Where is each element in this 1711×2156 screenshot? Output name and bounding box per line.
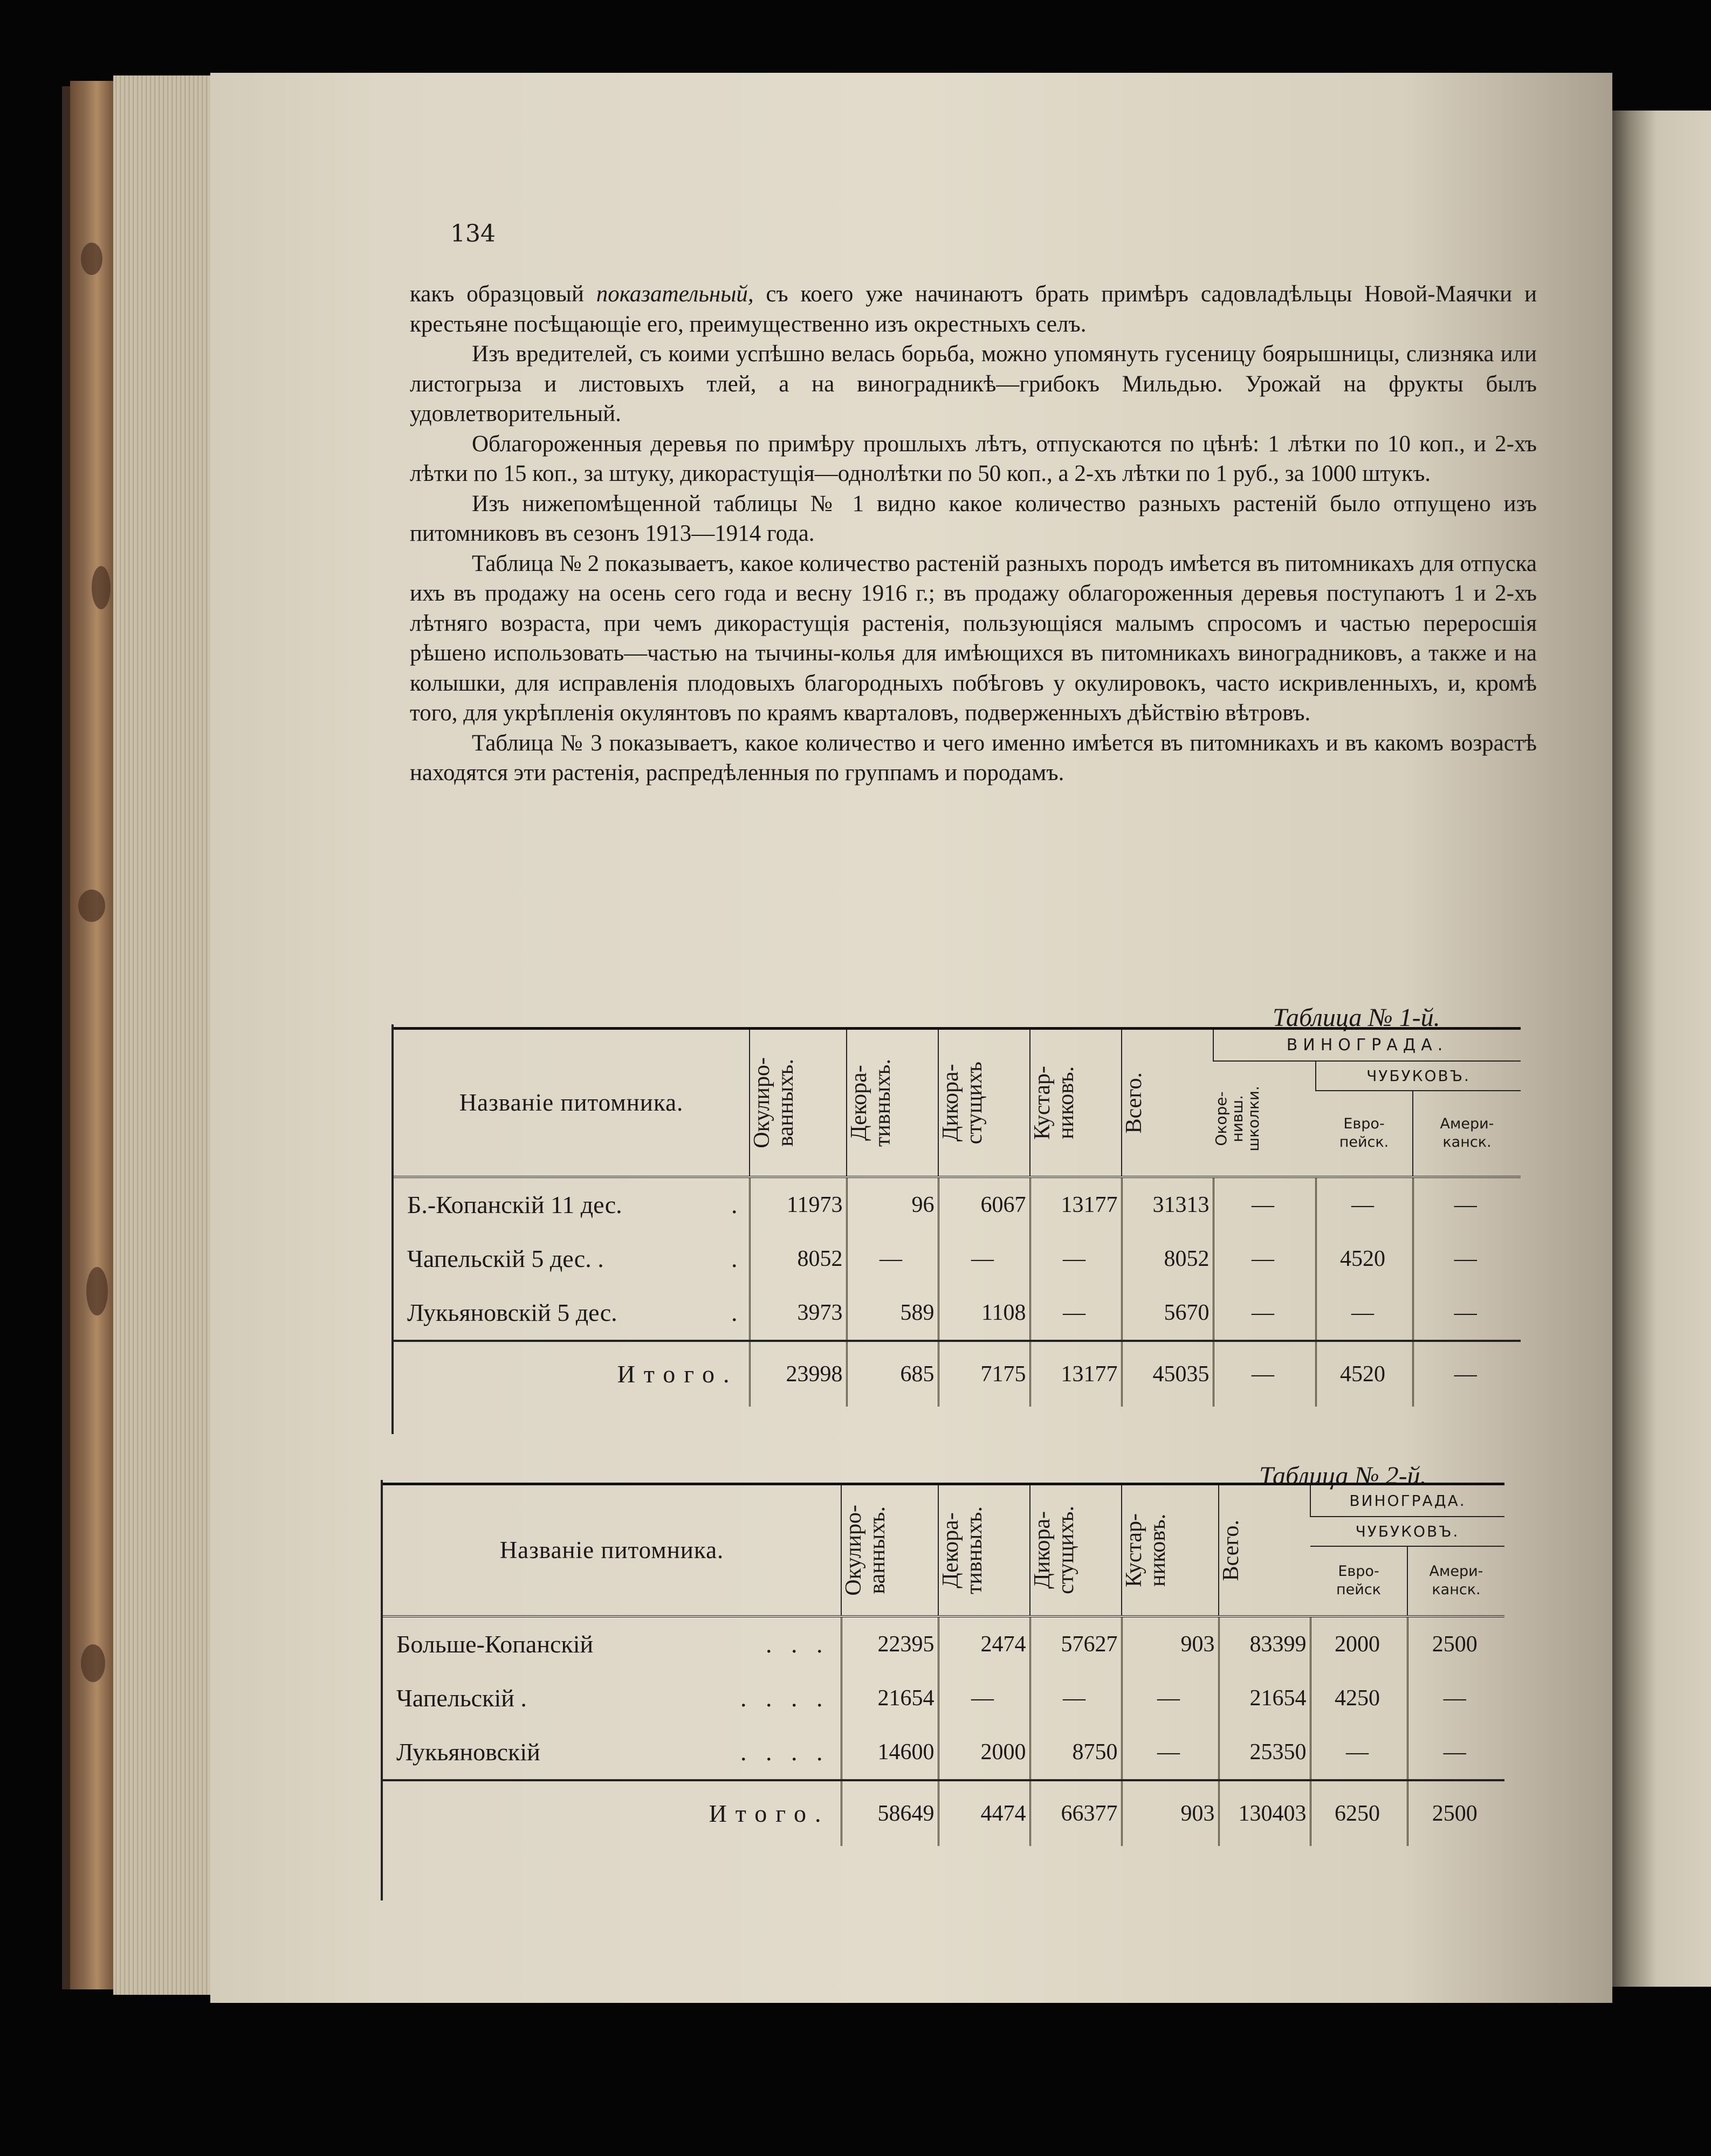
cell-amerikansk: — [1407, 1671, 1504, 1725]
total-vsego: 45035 [1122, 1341, 1213, 1407]
table-2-header-okulirovannyh: Окулиро- ванныхъ. [841, 1484, 938, 1616]
table-1-header-vsego: Всего. [1122, 1029, 1213, 1177]
table-2-header-vinograda: ВИНОГРАДА. [1310, 1484, 1504, 1517]
table-1-header-evropeisk: Евро- пейск. [1316, 1091, 1413, 1177]
total-evropeisk: 6250 [1310, 1780, 1407, 1846]
table-2-caption: Таблица № 2-й. [1259, 1462, 1427, 1490]
total-dikorastushchih: 7175 [938, 1341, 1030, 1407]
cell-kustarnikov: — [1122, 1725, 1219, 1780]
cell-vsego: 21654 [1219, 1671, 1310, 1725]
table-1-header-name: Названіе питомника. [394, 1029, 750, 1177]
cell-dekorativnyh: 2474 [938, 1616, 1030, 1671]
paragraph-5: Таблица № 2 показываетъ, какое количество растеній разныхъ породъ имѣется въ питомникахъ для отпуска ихъ въ продажу на осень сего года и весну 1916 г.; въ продажу облагороженныя деревья поступаютъ 1 и 2-хъ лѣтняго возраста, при чемъ дикорастущія растенія, пользующіяся малымъ спросомъ и частью переросшія рѣшено использовать—частью на тычины-колья для имѣющихся въ питомникахъ виноградниковъ, а также и на колышки, для исправленія плодовыхъ благородныхъ побѣговъ у окулировокъ, часто искривленныхъ, и, кромѣ того, для укрѣпленія окулянтовъ по краямъ кварталовъ, подверженныхъ дѣйствію вѣтровъ. [410, 550, 1537, 726]
cell-evropeisk: — [1310, 1725, 1407, 1780]
cell-vsego: 31313 [1122, 1177, 1213, 1232]
cell-dekorativnyh: — [938, 1671, 1030, 1725]
cell-vsego: 8052 [1122, 1232, 1213, 1286]
cell-amerikansk: — [1413, 1232, 1521, 1286]
total-label: Итого. [394, 1341, 750, 1407]
nursery-name: Чапельскій . . . . . [396, 1684, 829, 1712]
table-1-caption: Таблица № 1-й. [1273, 1003, 1440, 1032]
table-2-header-evropeisk: Евро- пейск [1310, 1546, 1407, 1616]
body-text [410, 279, 1537, 788]
nursery-name: Больше-Копанскій . . . [396, 1630, 829, 1658]
nursery-name: Б.-Копанскій 11 дес. . [407, 1191, 738, 1218]
cell-kustarnikov: 13177 [1030, 1177, 1122, 1232]
cell-amerikansk: — [1407, 1725, 1504, 1780]
cell-evropeisk: — [1316, 1286, 1413, 1341]
cell-kustarnikov: — [1122, 1671, 1219, 1725]
spine-stain [81, 1644, 105, 1682]
cell-amerikansk: 2500 [1407, 1616, 1504, 1671]
cell-dikorastushchih: — [938, 1232, 1030, 1286]
table-2-header-dikorastushchih: Дикора- стущихъ. [1030, 1484, 1122, 1616]
total-kustarnikov: 903 [1122, 1780, 1219, 1846]
paragraph-4: Изъ нижепомѣщенной таблицы № 1 видно какое количество разныхъ растеній было отпущено изъ питомниковъ въ сезонъ 1913—1914 года. [410, 491, 1537, 546]
cell-dekorativnyh: — [847, 1232, 938, 1286]
table-2-header-vsego: Всего. [1219, 1484, 1310, 1616]
facing-page-edge [1612, 111, 1711, 1987]
table-1-header-dikorastushchih: Дикора- стущихъ [938, 1029, 1030, 1177]
total-vsego: 130403 [1219, 1780, 1310, 1846]
cell-dikorastushchih: 6067 [938, 1177, 1030, 1232]
total-dekorativnyh: 685 [847, 1341, 938, 1407]
table-2-header-name: Названіе питомника. [383, 1484, 841, 1616]
cell-vsego: 5670 [1122, 1286, 1213, 1341]
table-row [394, 1286, 1521, 1341]
cell-okorenivsh: — [1213, 1286, 1316, 1341]
cell-evropeisk: 2000 [1310, 1616, 1407, 1671]
cell-okulirovannyh: 11973 [750, 1177, 847, 1232]
spine-stain [78, 890, 105, 922]
paragraph-3: Облагороженныя деревья по примѣру прошлыхъ лѣтъ, отпускаются по цѣнѣ: 1 лѣтки по 10 коп., и 2-хъ лѣтки по 15 коп., за штуку, дикорастущія—однолѣтки по 50 коп., а 2-хъ лѣтки по 1 руб., за 1000 штукъ. [410, 431, 1537, 486]
cell-dekorativnyh: 96 [847, 1177, 938, 1232]
cell-amerikansk: — [1413, 1177, 1521, 1232]
total-okorenivsh: — [1213, 1341, 1316, 1407]
spine-stain [86, 1267, 108, 1315]
nursery-name: Лукьяновскій . . . . [396, 1738, 829, 1766]
table-row [394, 1232, 1521, 1286]
total-kustarnikov: 13177 [1030, 1341, 1122, 1407]
table-total-row [383, 1780, 1504, 1846]
table-total-row [394, 1341, 1521, 1407]
cell-okulirovannyh: 21654 [841, 1671, 938, 1725]
nursery-name: Чапельскій 5 дес. . . [407, 1245, 738, 1272]
cell-dekorativnyh: 589 [847, 1286, 938, 1341]
cell-vsego: 83399 [1219, 1616, 1310, 1671]
cell-dikorastushchih: 57627 [1030, 1616, 1122, 1671]
cell-dikorastushchih: — [1030, 1671, 1122, 1725]
cell-kustarnikov: 903 [1122, 1616, 1219, 1671]
cell-kustarnikov: — [1030, 1286, 1122, 1341]
table-1-header-vinograda: ВИНОГРАДА. [1213, 1029, 1521, 1061]
table-2-header-chubukov: ЧУБУКОВЪ. [1310, 1517, 1504, 1546]
cell-kustarnikov: — [1030, 1232, 1122, 1286]
cell-dikorastushchih: 8750 [1030, 1725, 1122, 1780]
total-dikorastushchih: 66377 [1030, 1780, 1122, 1846]
cell-evropeisk: 4250 [1310, 1671, 1407, 1725]
nursery-name: Лукьяновскій 5 дес. . [407, 1299, 738, 1326]
spine-stain [92, 566, 111, 609]
cell-amerikansk: — [1413, 1286, 1521, 1341]
paragraph-6: Таблица № 3 показываетъ, какое количество и чего именно имѣется въ питомникахъ и въ какомъ возрастѣ находятся эти растенія, распредѣленныя по группамъ и породамъ. [410, 730, 1537, 786]
total-dekorativnyh: 4474 [938, 1780, 1030, 1846]
paragraph-2: Изъ вредителей, съ коими успѣшно велась борьба, можно упомянуть гусеницу боярышницы, слизняка или листогрыза и листовыхъ тлей, а на виноградникѣ—грибокъ Мильдью. Урожай на фрукты былъ удовлетворительный. [410, 341, 1537, 426]
table-1-header-kustarnikov: Кустар- никовъ. [1030, 1029, 1122, 1177]
total-amerikansk: 2500 [1407, 1780, 1504, 1846]
table-1-header-okulirovannyh: Окулиро- ванныхъ. [750, 1029, 847, 1177]
cell-okorenivsh: — [1213, 1177, 1316, 1232]
table-1-header-okorenivsh: Окоре- нивш. школки. [1213, 1061, 1316, 1177]
table-1 [394, 1027, 1521, 1407]
cell-okorenivsh: — [1213, 1232, 1316, 1286]
total-okulirovannyh: 58649 [841, 1780, 938, 1846]
cell-dikorastushchih: 1108 [938, 1286, 1030, 1341]
cell-okulirovannyh: 22395 [841, 1616, 938, 1671]
table-2-header-kustarnikov: Кустар- никовъ. [1122, 1484, 1219, 1616]
page-number: 134 [450, 220, 496, 247]
table-row [383, 1725, 1504, 1780]
cell-okulirovannyh: 14600 [841, 1725, 938, 1780]
cell-evropeisk: — [1316, 1177, 1413, 1232]
table-1-header-dekorativnyh: Декора- тивныхъ. [847, 1029, 938, 1177]
total-okulirovannyh: 23998 [750, 1341, 847, 1407]
table-row [394, 1177, 1521, 1232]
table-row [383, 1671, 1504, 1725]
total-label: Итого. [383, 1780, 841, 1846]
paragraph-1: какъ образцовый показательный, съ коего уже начинаютъ брать примѣръ садовладѣльцы Новой-Маячки и крестьяне посѣщающіе его, преимущественно изъ окрестныхъ селъ. [410, 281, 1537, 337]
cell-vsego: 25350 [1219, 1725, 1310, 1780]
table-1-header-amerikansk: Амери- канск. [1413, 1091, 1521, 1177]
cell-evropeisk: 4520 [1316, 1232, 1413, 1286]
table-1-header-chubukov: ЧУБУКОВЪ. [1316, 1061, 1521, 1091]
table-2-header-dekorativnyh: Декора- тивныхъ. [938, 1484, 1030, 1616]
emphasis-word: показательный, [596, 281, 754, 307]
total-amerikansk: — [1413, 1341, 1521, 1407]
total-evropeisk: 4520 [1316, 1341, 1413, 1407]
cell-okulirovannyh: 3973 [750, 1286, 847, 1341]
table-2 [383, 1483, 1504, 1846]
cell-dekorativnyh: 2000 [938, 1725, 1030, 1780]
table-row [383, 1616, 1504, 1671]
spine-stain [81, 243, 102, 275]
page-stack-edges [113, 75, 213, 1995]
cell-okulirovannyh: 8052 [750, 1232, 847, 1286]
table-2-header-amerikansk: Амери- канск. [1407, 1546, 1504, 1616]
